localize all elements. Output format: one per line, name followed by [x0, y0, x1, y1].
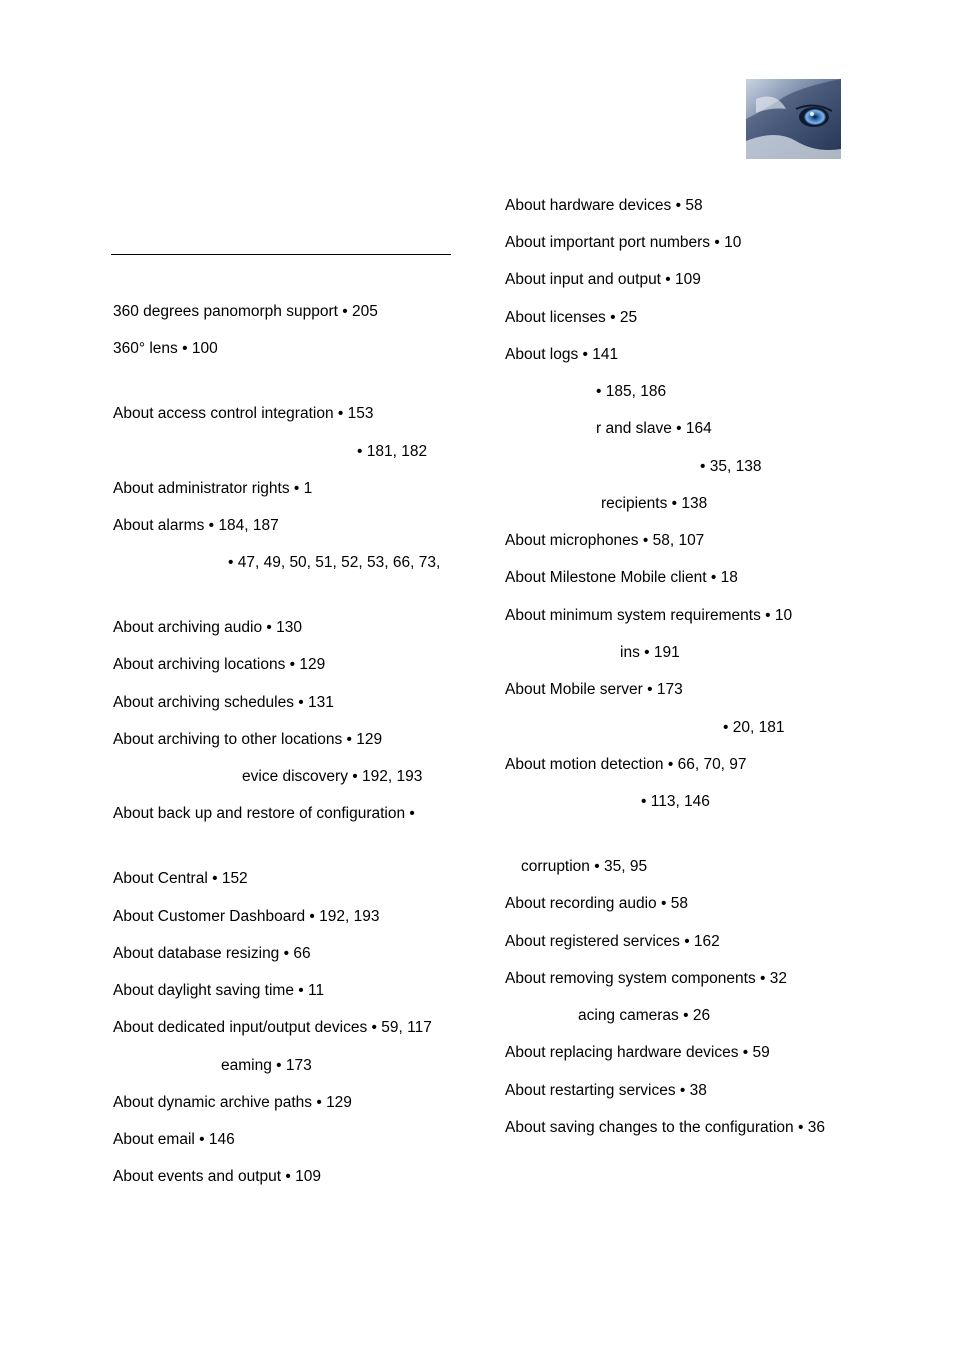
- index-entry: About administrator rights • 1: [113, 480, 313, 497]
- index-entry: About important port numbers • 10: [505, 234, 742, 251]
- section-divider: [111, 254, 451, 255]
- index-entry: About database resizing • 66: [113, 945, 311, 962]
- index-entry: About licenses • 25: [505, 309, 638, 326]
- index-entry: About replacing hardware devices • 59: [505, 1044, 770, 1061]
- index-entry: About Milestone Mobile client • 18: [505, 569, 738, 586]
- index-entry: About archiving audio • 130: [113, 619, 302, 636]
- index-entry: • 47, 49, 50, 51, 52, 53, 66, 73,: [228, 554, 441, 571]
- index-entry: About logs • 141: [505, 346, 619, 363]
- index-entry: About archiving locations • 129: [113, 656, 326, 673]
- index-entry: About Customer Dashboard • 192, 193: [113, 908, 380, 925]
- index-entry: About hardware devices • 58: [505, 197, 703, 214]
- index-entry: About daylight saving time • 11: [113, 982, 325, 999]
- index-entry: acing cameras • 26: [578, 1007, 711, 1024]
- index-entry: • 185, 186: [596, 383, 667, 400]
- index-entry: About Central • 152: [113, 870, 248, 887]
- index-entry: r and slave • 164: [596, 420, 712, 437]
- index-entry: About archiving schedules • 131: [113, 694, 334, 711]
- index-entry: About events and output • 109: [113, 1168, 321, 1185]
- index-entry: 360° lens • 100: [113, 340, 218, 357]
- index-entry: About motion detection • 66, 70, 97: [505, 756, 747, 773]
- index-entry: ins • 191: [620, 644, 680, 661]
- index-entry: About microphones • 58, 107: [505, 532, 705, 549]
- index-entry: About saving changes to the configuration • 36: [505, 1119, 825, 1136]
- index-entry: About back up and restore of configuration •: [113, 805, 415, 822]
- index-entry: About recording audio • 58: [505, 895, 688, 912]
- index-entry: evice discovery • 192, 193: [242, 768, 423, 785]
- index-entry: About dynamic archive paths • 129: [113, 1094, 352, 1111]
- index-entry: About archiving to other locations • 129: [113, 731, 383, 748]
- index-entry: • 35, 138: [700, 458, 762, 475]
- index-entry: About email • 146: [113, 1131, 235, 1148]
- wolf-eye-logo-icon: [746, 79, 841, 159]
- index-entry: • 181, 182: [357, 443, 428, 460]
- index-entry: • 20, 181: [723, 719, 785, 736]
- index-entry: eaming • 173: [221, 1057, 312, 1074]
- index-entry: 360 degrees panomorph support • 205: [113, 303, 378, 320]
- index-entry: About registered services • 162: [505, 933, 720, 950]
- index-entry: About alarms • 184, 187: [113, 517, 279, 534]
- index-entry: About minimum system requirements • 10: [505, 607, 793, 624]
- index-entry: recipients • 138: [601, 495, 708, 512]
- index-entry: About restarting services • 38: [505, 1082, 707, 1099]
- index-entry: About removing system components • 32: [505, 970, 787, 987]
- index-entry: About input and output • 109: [505, 271, 701, 288]
- index-entry: About access control integration • 153: [113, 405, 374, 422]
- index-entry: About dedicated input/output devices • 59, 117: [113, 1019, 432, 1036]
- index-entry: • 113, 146: [641, 793, 710, 810]
- index-entry: About Mobile server • 173: [505, 681, 683, 698]
- index-entry: corruption • 35, 95: [521, 858, 648, 875]
